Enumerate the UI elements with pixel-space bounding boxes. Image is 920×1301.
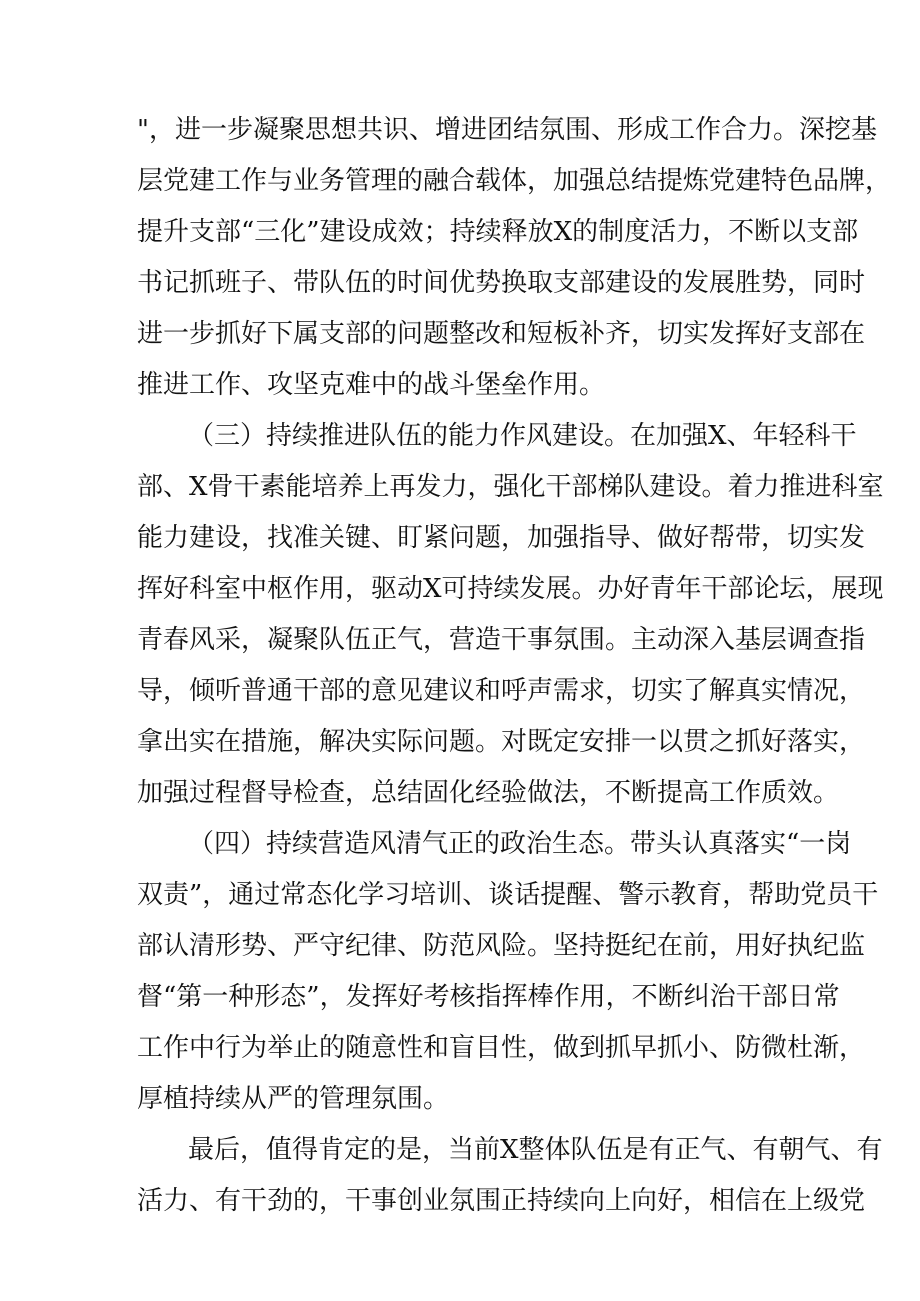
text-line-17: 部认清形势、严守纪律、防范风险。坚持挺纪在前，用好执纪监 bbox=[137, 931, 866, 961]
text-line-16: 双责”，通过常态化学习培训、谈话提醒、警示教育，帮助党员干 bbox=[137, 880, 879, 910]
section-4-heading-line: （四）持续营造风清气正的政治生态。带头认真落实“一岗 bbox=[188, 829, 852, 859]
text-line-8: 部、X骨干素能培养上再发力，强化干部梯队建设。着力推进科室 bbox=[137, 472, 884, 502]
text-line-12: 导，倾听普通干部的意见建议和呼声需求，切实了解真实情况， bbox=[137, 676, 866, 706]
text-line-19: 工作中行为举止的随意性和盲目性，做到抓早抓小、防微杜渐， bbox=[137, 1033, 866, 1063]
text-line-5: 进一步抓好下属支部的问题整改和短板补齐，切实发挥好支部在 bbox=[137, 319, 866, 349]
text-line-13: 拿出实在措施，解决实际问题。对既定安排一以贯之抓好落实， bbox=[137, 727, 866, 757]
section-3-heading-line: （三）持续推进队伍的能力作风建设。在加强X、年轻科干 bbox=[188, 421, 857, 451]
text-line-4: 书记抓班子、带队伍的时间优势换取支部建设的发展胜势，同时 bbox=[137, 268, 866, 298]
text-line-3: 提升支部“三化”建设成效；持续释放X的制度活力，不断以支部 bbox=[137, 217, 859, 247]
text-line-10: 挥好科室中枢作用，驱动X可持续发展。办好青年干部论坛，展现 bbox=[137, 574, 884, 604]
conclusion-line-2: 活力、有干劲的，干事创业氛围正持续向上向好，相信在上级党 bbox=[137, 1186, 866, 1216]
text-line-9: 能力建设，找准关键、盯紧问题，加强指导、做好帮带，切实发 bbox=[137, 523, 866, 553]
text-line-20: 厚植持续从严的管理氛围。 bbox=[137, 1084, 450, 1114]
text-line-11: 青春风采，凝聚队伍正气，营造干事氛围。主动深入基层调查指 bbox=[137, 625, 866, 655]
text-line-14: 加强过程督导检查，总结固化经验做法，不断提高工作质效。 bbox=[137, 778, 840, 808]
conclusion-line-1: 最后，值得肯定的是，当前X整体队伍是有正气、有朝气、有 bbox=[188, 1135, 883, 1165]
text-line-18: 督“第一种形态”，发挥好考核指挥棒作用，不断纠治干部日常 bbox=[137, 982, 840, 1012]
text-line-1: "，进一步凝聚思想共识、增进团结氛围、形成工作合力。深挖基 bbox=[137, 115, 877, 145]
text-line-6: 推进工作、攻坚克难中的战斗堡垒作用。 bbox=[137, 370, 606, 400]
text-line-2: 层党建工作与业务管理的融合载体，加强总结提炼党建特色品牌， bbox=[137, 166, 892, 196]
